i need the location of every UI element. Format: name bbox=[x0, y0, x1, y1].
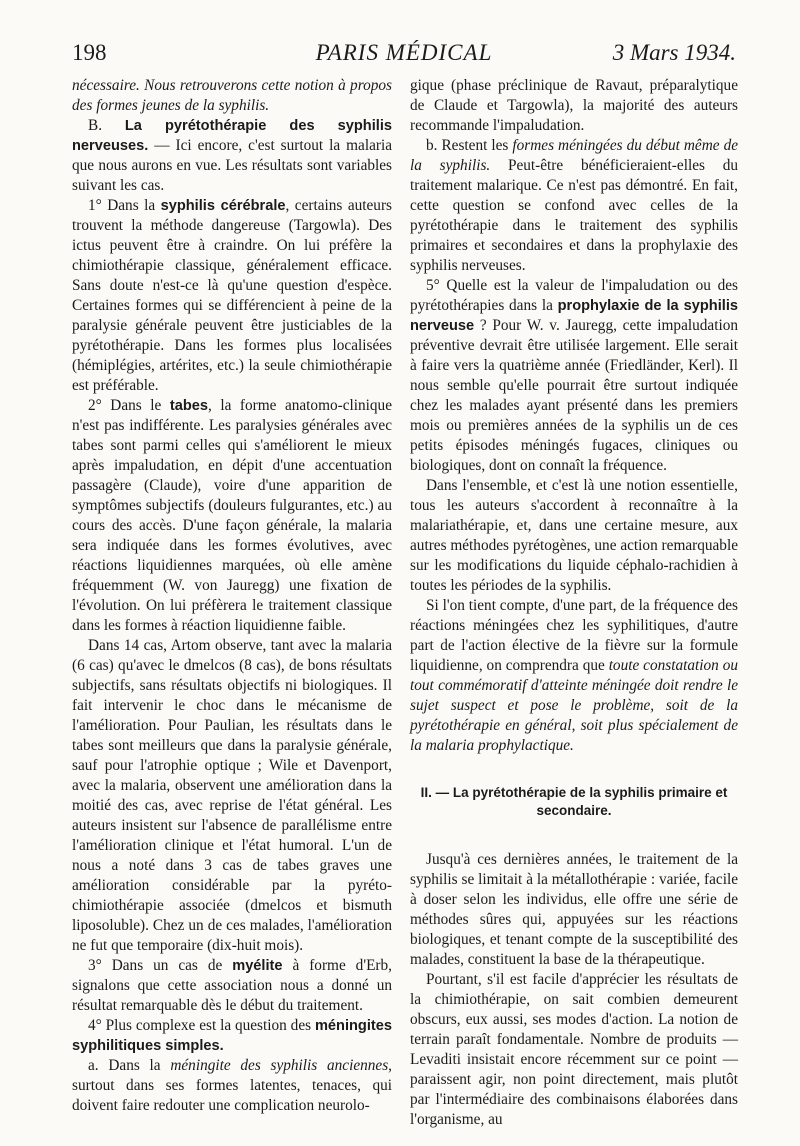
paragraph: nécessaire. Nous retrouverons cette notion à propos des formes jeunes de la syphilis. bbox=[72, 77, 392, 114]
paragraph: 5° Quelle est la valeur de l'impaludation ou des pyrétothérapies dans la prophylaxie de la syphilis nerveuse ? Pour W. v. Jauregg, cette impaludation préventive devrait être utilisée largement. Elle serait à faire vers la quatrième année (Friedländer, Kerl). Il nous semble qu'elle pourrait être surtout indiquée chez les malades ayant présenté dans les premiers mois ou premières années de la syphilis un de ces petits épisodes méningés fugaces, cliniques ou biologiques, dont on connaît la fréquence. bbox=[410, 277, 738, 474]
right-column bbox=[410, 76, 738, 1130]
section-heading: II. — La pyrétothérapie de la syphilis primaire et secondaire. bbox=[420, 785, 728, 818]
paragraph: 2° Dans le tabes, la forme anatomo-clinique n'est pas indifférente. Les paralysies générales avec tabes sont parmi celles qui s'améliorent le mieux après impaludation, en dépit d'une accentuation passagère (Claude), voire d'une apparition de symptômes subjectifs (douleurs fulgurantes, etc.) au cours des accès. D'une façon générale, la malaria sera indiquée dans les formes évolutives, avec réactions liquidiennes marquées, où elle amène fréquemment (W. von Jauregg) une fixation de l'évolution. On lui préfèrera le traitement classique dans les formes à réaction liquidienne faible. bbox=[72, 397, 392, 634]
left-column bbox=[72, 76, 392, 1116]
paragraph: Pourtant, s'il est facile d'apprécier les résultats de la chimiothérapie, on sait combien demeurent obscurs, eux aussi, ses modes d'action. La notion de terrain paraît fondamentale. Nombre de produits — Levaditi insistait encore récemment sur ce point — paraissent agir, non point directement, mais plutôt par l'intermédiaire des combinaisons élaborées dans l'organisme, au bbox=[410, 971, 738, 1128]
paragraph: b. Restent les formes méningées du début même de la syphilis. Peut-être bénéficieraient-elles du traitement malarique. Ce n'est pas démontré. En fait, cette question se confond avec celles de la pyrétothérapie dans le traitement des syphilis primaires et secondaires et dans la prophylaxie des syphilis nerveuses. bbox=[410, 137, 739, 274]
paragraph: Dans l'ensemble, et c'est là une notion essentielle, tous les auteurs s'accordent à reconnaître à la malariathérapie, et, dans une certaine mesure, aux autres méthodes pyrétogènes, une action remarquable sur les modifications du liquide céphalo-rachidien à toutes les périodes de la syphilis. bbox=[410, 477, 738, 594]
paragraph: a. Dans la méningite des syphilis anciennes, surtout dans ses formes latentes, tenaces, qui doivent faire redouter une complication neurolo- bbox=[72, 1057, 392, 1114]
paragraph: B. La pyrétothérapie des syphilis nerveuses. — Ici encore, c'est surtout la malaria que nous aurons en vue. Les résultats sont variables suivant les cas. bbox=[72, 117, 392, 194]
journal-title: PARIS MÉDICAL bbox=[315, 40, 493, 65]
paragraph: 1° Dans la syphilis cérébrale, certains auteurs trouvent la méthode dangereuse (Targowla). Des ictus peuvent être à craindre. On lui préfère la chimiothérapie classique, généralement efficace. Sans doute n'est-ce là qu'une question d'espèce. Certaines formes qui se différencient à peine de la paralysie générale peuvent être justiciables de la pyrétothérapie. Dans les formes plus localisées (hémiplégies, artérites, etc.) la seule chimiothérapie est préférable. bbox=[72, 197, 392, 394]
paragraph: Jusqu'à ces dernières années, le traitement de la syphilis se limitait à la métallothérapie : variée, facile à doser selon les individus, elle offre une série de méthodes sûres qui, appuyées sur les réactions biologiques, et tenant compte de la susceptibilité des malades, constituent la base de la thérapeutique. bbox=[410, 851, 738, 968]
paragraph: Si l'on tient compte, d'une part, de la fréquence des réactions méningées chez les syphilitiques, d'autre part de l'action élective de la fièvre sur la formule liquidienne, on comprendra que toute constatation ou tout commémoratif d'atteinte méningée doit rendre le sujet suspect et pose le problème, soit de la pyrétothérapie en général, soit plus spécialement de la malaria prophylactique. bbox=[410, 597, 739, 754]
page-header bbox=[72, 40, 736, 74]
paragraph: 3° Dans un cas de myélite à forme d'Erb, signalons que cette association nous a donné un résultat remarquable dès le début du traitement. bbox=[72, 957, 392, 1014]
page-number: 198 bbox=[72, 40, 107, 65]
paragraph: Dans 14 cas, Artom observe, tant avec la malaria (6 cas) qu'avec le dmelcos (8 cas), de bons résultats subjectifs, sans résultats objectifs ni biologiques. Il fait intervenir le choc dans le mécanisme de l'amélioration. Pour Paulian, les résultats dans le tabes sont meilleurs que dans la paralysie générale, sauf pour l'atrophie optique ; Wile et Davenport, avec la malaria, observent une amélioration dans la moitié des cas, avec reprise de l'état général. Les auteurs insistent sur l'absence de parallélisme entre l'amélioration clinique et l'état humoral. L'un de nous a noté dans 3 cas de tabes graves une amélioration considérable par la pyréto-chimiothérapie associée (dmelcos et bismuth liposoluble). Chez un de ces malades, l'amélioration ne fut que temporaire (dix-huit mois). bbox=[72, 637, 392, 954]
paragraph: gique (phase préclinique de Ravaut, préparalytique de Claude et Targowla), la majorité des auteurs recommande l'impaludation. bbox=[410, 77, 738, 134]
paragraph: 4° Plus complexe est la question des méningites syphilitiques simples. bbox=[72, 1017, 392, 1054]
issue-date: 3 Mars 1934. bbox=[612, 40, 736, 65]
